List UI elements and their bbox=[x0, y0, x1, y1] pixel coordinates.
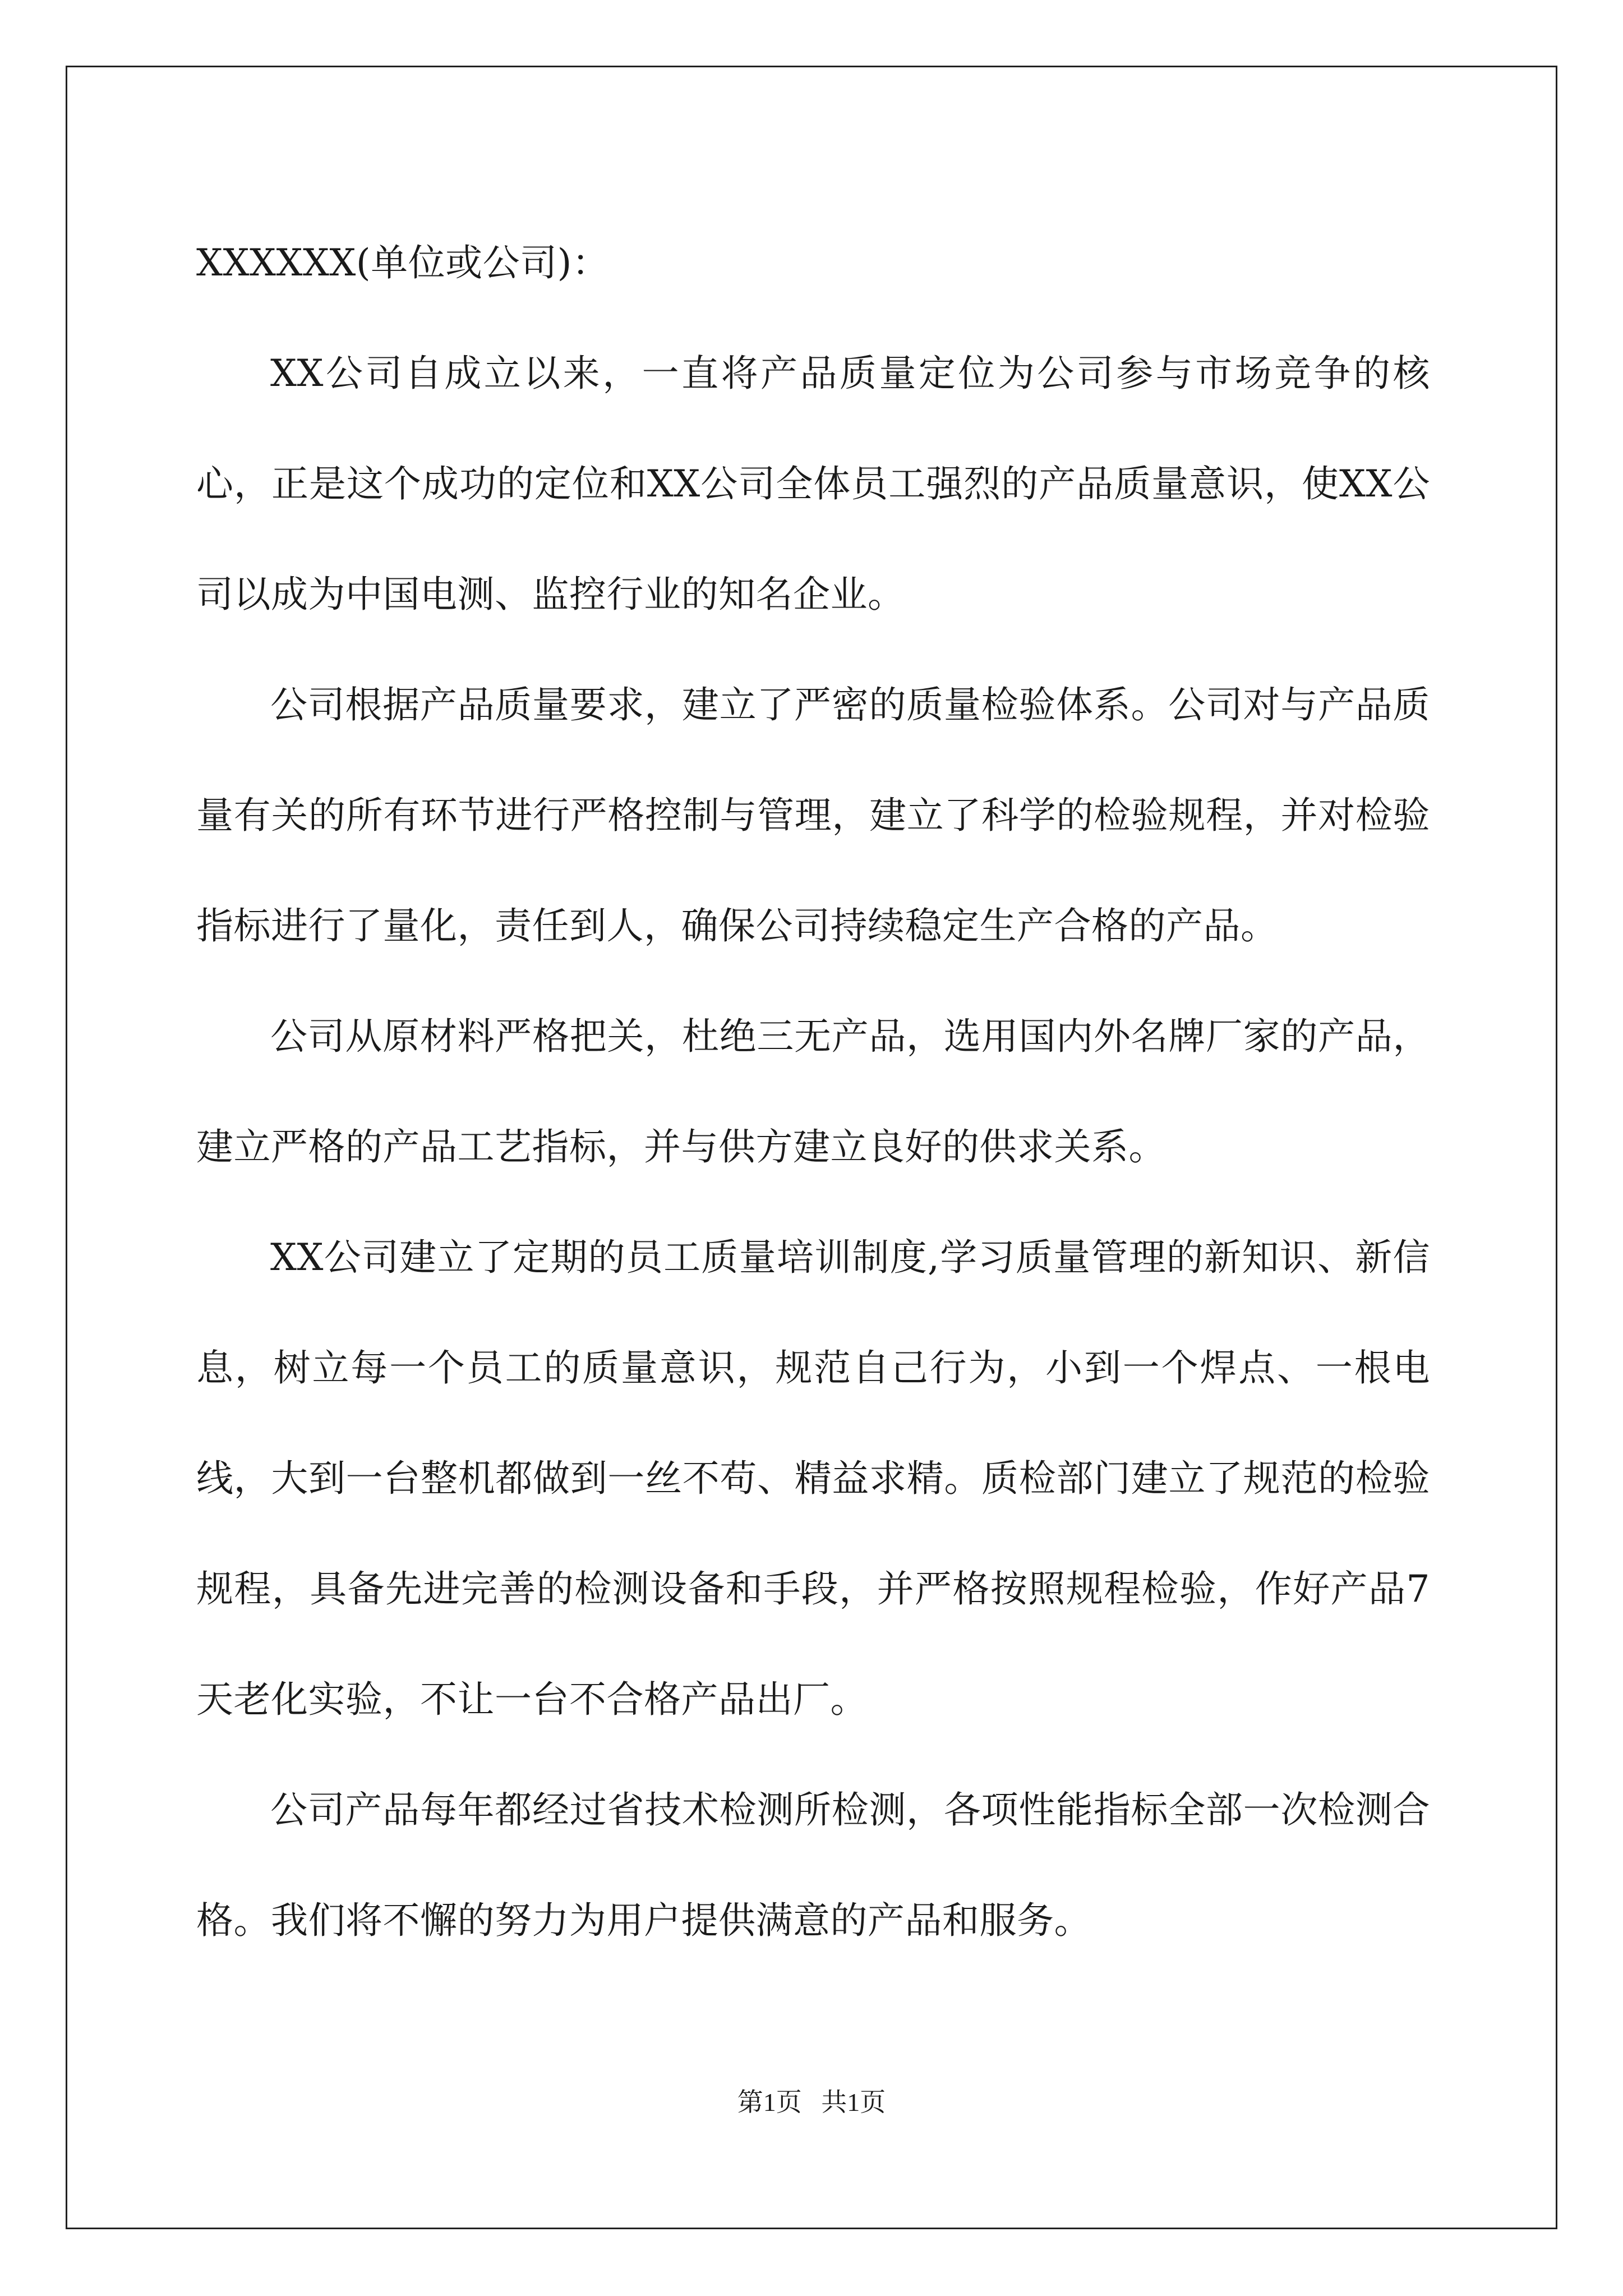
paragraph-3: 公司从原材料严格把关，杜绝三无产品，选用国内外名牌厂家的产品，建立严格的产品工艺指标，并与供方建立良好的供求关系。 bbox=[196, 1015, 1430, 1168]
document-body bbox=[196, 208, 1430, 1976]
paragraph-1: XX公司自成立以来，一直将产品质量定位为公司参与市场竞争的核心，正是这个成功的定位和XX公司全体员工强烈的产品质量意识，使XX公司以成为中国电测、监控行业的知名企业。 bbox=[196, 352, 1430, 616]
page-footer: 第1页 共1页 bbox=[737, 2088, 886, 2116]
salutation: XXXXXX(单位或公司)： bbox=[196, 241, 610, 284]
paragraph-2: 公司根据产品质量要求，建立了严密的质量检验体系。公司对与产品质量有关的所有环节进行严格控制与管理，建立了科学的检验规程，并对检验指标进行了量化，责任到人，确保公司持续稳定生产合格的产品。 bbox=[196, 683, 1430, 947]
paragraph-5: 公司产品每年都经过省技术检测所检测，各项性能指标全部一次检测合格。我们将不懈的努力为用户提供满意的产品和服务。 bbox=[196, 1788, 1430, 1942]
paragraph-4: XX公司建立了定期的员工质量培训制度,学习质量管理的新知识、新信息，树立每一个员工的质量意识，规范自己行为，小到一个焊点、一根电线，大到一台整机都做到一丝不苟、精益求精。质检部门建立了规范的检验规程，具备先进完善的检测设备和手段，并严格按照规程检验，作好产品7天老化实验，不让一台不合格产品出厂。 bbox=[196, 1236, 1430, 1721]
